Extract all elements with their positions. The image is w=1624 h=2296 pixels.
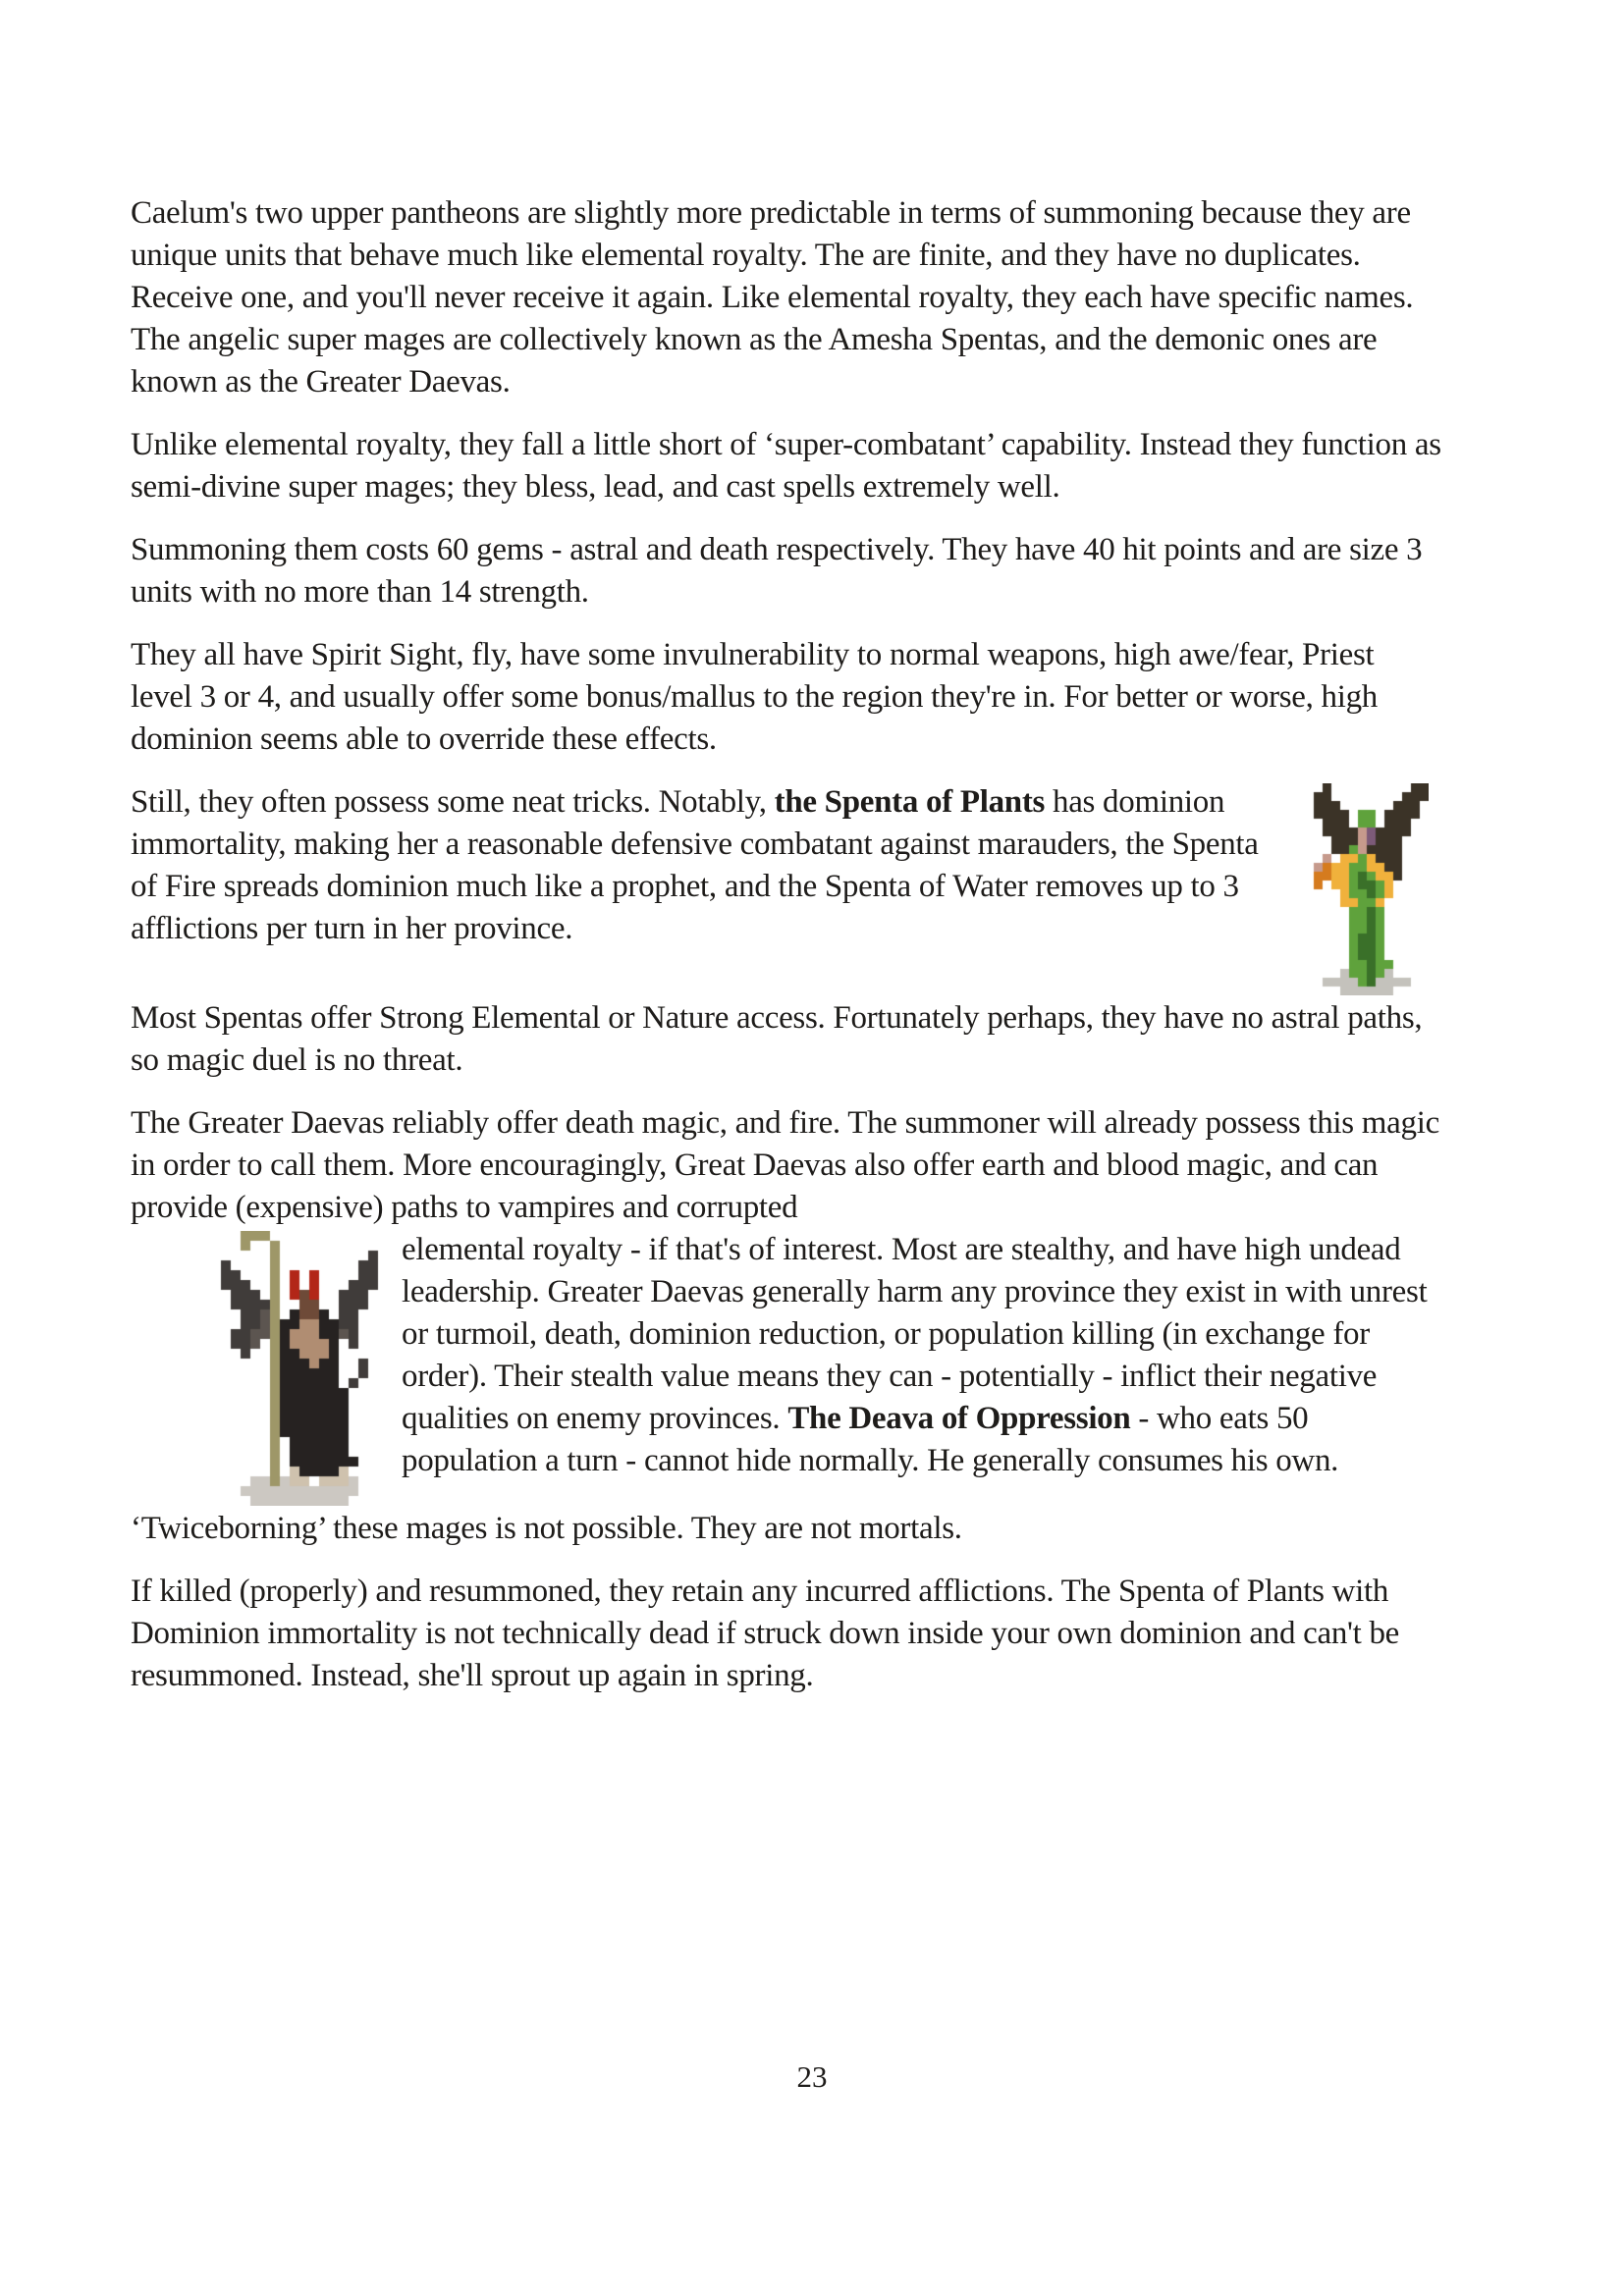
text-segment: has dominion immortality, making her a reasonable defensive combatant against marauders, the Spenta of Fire spreads dominion much like a prophet, and the Spenta of Water removes up to 3 afflictions per turn in her province. <box>131 784 1259 946</box>
text-segment: Still, they often possess some neat tricks. Notably, <box>131 784 775 820</box>
page-number: 23 <box>796 2059 828 2094</box>
page-content <box>131 192 1442 1718</box>
spenta-angel-sprite <box>1305 783 1442 995</box>
paragraph-shared-abilities: They all have Spirit Sight, fly, have some invulnerability to normal weapons, high awe/fear, Priest level 3 or 4, and usually offer some bonus/mallus to the region they're in. For better or worse, high dominion seems able to override these effects. <box>131 637 1379 757</box>
paragraph-twiceborning: ‘Twiceborning’ these mages is not possible. They are not mortals. <box>131 1511 962 1546</box>
paragraph-pantheons-intro: Caelum's two upper pantheons are slightly more predictable in terms of summoning because they are unique units that behave much like elemental royalty. The are finite, and they have no duplicates. Receive one, and you'll never receive it again. Like elemental royalty, they each have specific names. The angelic super mages are collectively known as the Amesha Spentas, and the demonic ones are known as the Greater Daevas. <box>131 195 1414 400</box>
bold-spenta-of-plants: the Spenta of Plants <box>774 784 1046 820</box>
paragraph-spenta-paths: Most Spentas offer Strong Elemental or Nature access. Fortunately perhaps, they have no astral paths, so magic duel is no threat. <box>131 1000 1423 1078</box>
bold-deava-of-oppression: The Deava of Oppression <box>787 1401 1131 1436</box>
text-segment: - who eats 50 population a turn - cannot hide normally. He generally consumes his own. <box>402 1401 1339 1478</box>
daeva-demon-sprite <box>211 1231 388 1506</box>
paragraph-spenta-tricks <box>131 781 1442 950</box>
paragraph-super-combatant: Unlike elemental royalty, they fall a little short of ‘super-combatant’ capability. Instead they function as semi-divine super mages; they bless, lead, and cast spells extremely well. <box>131 427 1441 505</box>
paragraph-summoning-cost: Summoning them costs 60 gems - astral and death respectively. They have 40 hit points and are size 3 units with no more than 14 strength. <box>131 532 1423 610</box>
paragraph-daevas-intro: The Greater Daevas reliably offer death magic, and fire. The summoner will already possess this magic in order to call them. More encouragingly, Great Daevas also offer earth and blood magic, and can provide (expensive) paths to vampires and corrupted <box>131 1105 1439 1225</box>
paragraph-daevas-wrap <box>131 1229 1442 1482</box>
text-segment: elemental royalty - if that's of interest. Most are stealthy, and have high undead leadership. Greater Daevas generally harm any province they exist in with unrest or turmoil, death, dominion reduction, or population killing (in exchange for order). Their stealth value means they can - potentially - inflict their negative qualities on enemy provinces. <box>402 1232 1428 1436</box>
spenta-angel-sprite-canvas <box>1305 783 1429 995</box>
daeva-demon-sprite-canvas <box>211 1231 388 1506</box>
paragraph-resummoning: If killed (properly) and resummoned, they retain any incurred afflictions. The Spenta of Plants with Dominion immortality is not technically dead if struck down inside your own dominion and can't be resummoned. Instead, she'll sprout up again in spring. <box>131 1574 1400 1693</box>
